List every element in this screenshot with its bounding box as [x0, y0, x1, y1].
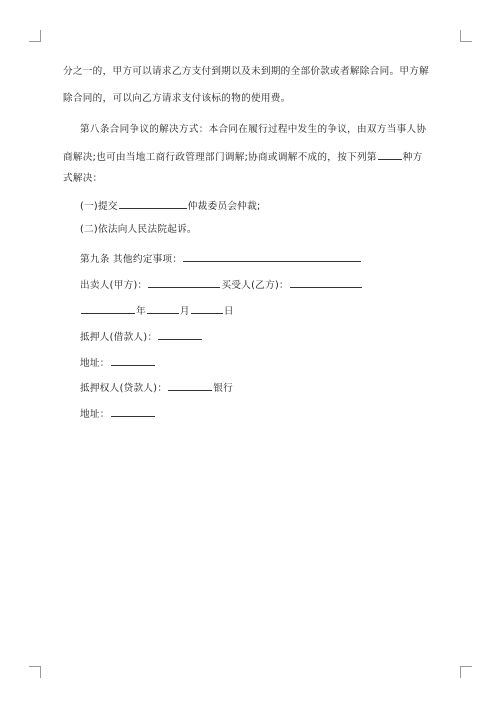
- text: 地址：: [80, 358, 110, 369]
- seller-field[interactable]: [148, 277, 220, 288]
- article-nine-line: [80, 251, 362, 267]
- arbitration-commission-field[interactable]: [119, 198, 187, 209]
- pledgee-address-field[interactable]: [111, 406, 155, 417]
- month-field[interactable]: [147, 303, 179, 314]
- text: 除合同的，可以向乙方请求支付该标的物的使用费。: [63, 93, 291, 104]
- crop-mark-top-left: [29, 30, 41, 42]
- text: 商解决;也可由当地工商行政管理部门调解;协商或调解不成的，按下列第: [63, 152, 377, 163]
- text: 出卖人(甲方)：: [80, 280, 148, 291]
- text: 第八条合同争议的解决方式：本合同在履行过程中发生的争议，由双方当事人协: [80, 124, 427, 135]
- crop-mark-bottom-left: [29, 666, 41, 678]
- date-line: [80, 303, 234, 319]
- article-eight-line: [63, 172, 103, 186]
- address-line: [80, 355, 156, 371]
- day-field[interactable]: [191, 303, 223, 314]
- text: 抵押权人(贷款人)：: [80, 383, 168, 394]
- paragraph-line: [63, 65, 429, 79]
- pledgee-line: [80, 380, 233, 396]
- text: 式解决：: [63, 173, 103, 184]
- address-line: [80, 406, 156, 422]
- other-terms-field[interactable]: [183, 251, 361, 262]
- text: 日: [223, 306, 234, 317]
- year-field[interactable]: [81, 303, 135, 314]
- text: 仲裁委员会仲裁;: [187, 201, 261, 212]
- article-eight-line: [80, 123, 426, 137]
- parties-line: [80, 277, 363, 293]
- buyer-field[interactable]: [290, 277, 362, 288]
- option-two-line: [80, 223, 197, 237]
- paragraph-line: [63, 92, 291, 106]
- pledgor-line: [80, 329, 203, 345]
- text: (二)依法向人民法院起诉。: [80, 224, 197, 235]
- crop-mark-top-right: [460, 30, 472, 42]
- text: 种方: [402, 152, 423, 163]
- text: 地址：: [80, 409, 110, 420]
- crop-mark-bottom-right: [460, 666, 472, 678]
- text: 银行: [213, 383, 234, 394]
- blank-field[interactable]: [378, 149, 402, 160]
- option-one-line: [80, 198, 261, 214]
- text: 第九条 其他约定事项：: [80, 254, 183, 265]
- text: 年: [136, 306, 146, 317]
- text: 月: [179, 306, 190, 317]
- pledgor-address-field[interactable]: [111, 355, 155, 366]
- pledgee-field[interactable]: [168, 380, 212, 391]
- text: 买受人(乙方)：: [221, 280, 289, 291]
- pledgor-field[interactable]: [158, 329, 202, 340]
- text: 分之一的，甲方可以请求乙方支付到期以及未到期的全部价款或者解除合同。甲方解: [63, 66, 430, 77]
- text: (一)提交: [80, 201, 118, 212]
- text: 抵押人(借款人)：: [80, 332, 158, 343]
- article-eight-line: [63, 149, 423, 165]
